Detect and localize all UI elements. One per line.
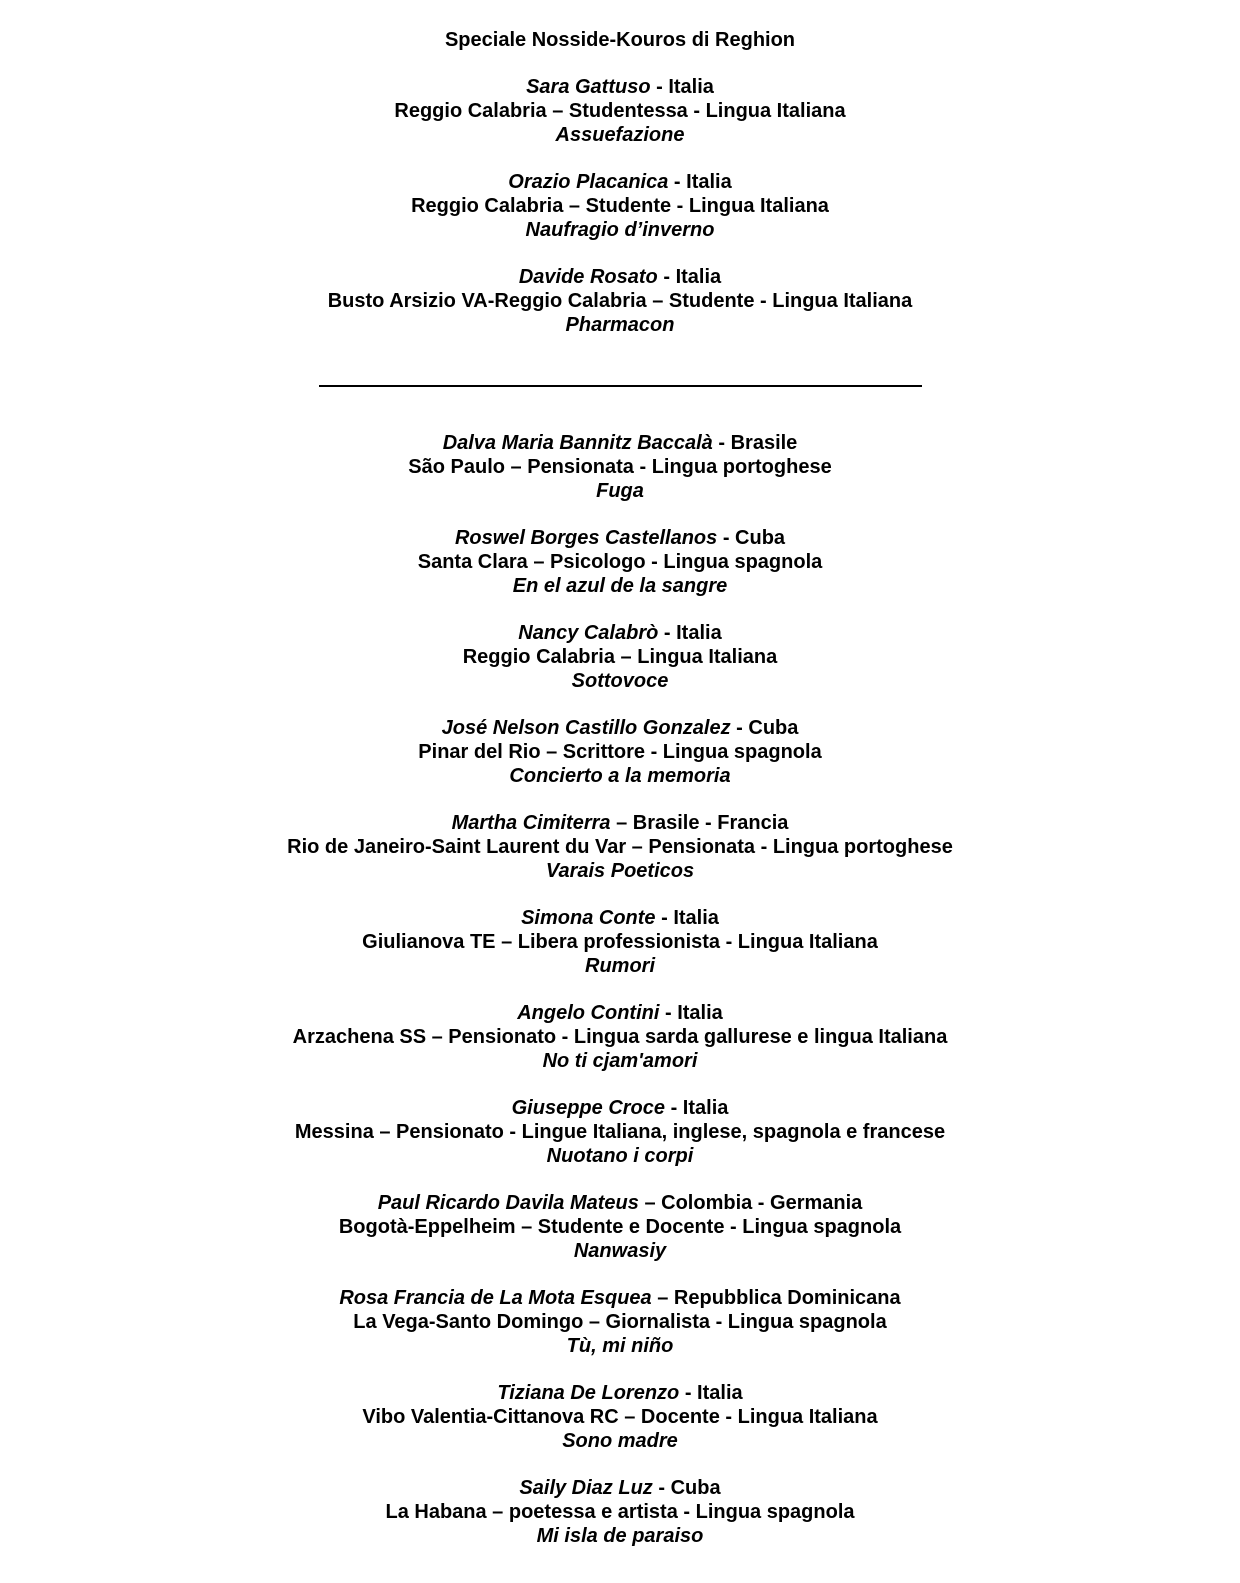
- entry: [0, 811, 1240, 883]
- author-name: Paul Ricardo Davila Mateus: [377, 1192, 639, 1214]
- author-name: Angelo Contini: [517, 1002, 660, 1024]
- special-entry: [0, 170, 1240, 242]
- author-country: Italia: [673, 907, 719, 929]
- author-details: Santa Clara – Psicologo - Lingua spagnola: [417, 551, 823, 573]
- entry: [0, 526, 1240, 598]
- entry: [0, 431, 1240, 503]
- author-country: Italia: [676, 622, 722, 644]
- special-entry: [0, 265, 1240, 337]
- entry-heading: [0, 265, 1240, 289]
- author-country: Italia: [668, 76, 714, 98]
- author-details: Bogotà-Eppelheim – Studente e Docente - Lingua spagnola: [338, 1216, 902, 1238]
- author-country: Italia: [686, 171, 732, 193]
- author-details: Reggio Calabria – Studentessa - Lingua Italiana: [394, 100, 846, 122]
- special-entry: [0, 75, 1240, 147]
- work-title: Mi isla de paraiso: [536, 1525, 704, 1547]
- entry-heading: [0, 1381, 1240, 1405]
- separator-dash: -: [659, 1002, 678, 1024]
- page-title: Speciale Nosside-Kouros di Reghion: [444, 29, 796, 51]
- work-title: Sottovoce: [571, 670, 669, 692]
- author-name: Roswel Borges Castellanos: [454, 527, 718, 549]
- entry: [0, 716, 1240, 788]
- work-title: Rumori: [585, 955, 655, 977]
- work-title: Tù, mi niño: [566, 1335, 674, 1357]
- author-details: Giulianova TE – Libera professionista - Lingua Italiana: [362, 931, 878, 953]
- separator-dash: –: [638, 1192, 662, 1214]
- work-title: En el azul de la sangre: [512, 575, 728, 597]
- author-country: Cuba: [735, 527, 786, 549]
- author-country: Repubblica Dominicana: [673, 1287, 901, 1309]
- author-country: Brasile: [730, 432, 798, 454]
- separator-dash: -: [679, 1382, 698, 1404]
- author-name: José Nelson Castillo Gonzalez: [441, 717, 731, 739]
- author-name: Dalva Maria Bannitz Baccalà: [442, 432, 713, 454]
- entry-heading: [0, 1191, 1240, 1215]
- work-title: Naufragio d’inverno: [525, 219, 715, 241]
- separator-dash: -: [658, 622, 677, 644]
- author-name: Davide Rosato: [518, 266, 658, 288]
- separator-dash: -: [730, 717, 749, 739]
- separator-dash: -: [717, 527, 736, 549]
- author-name: Rosa Francia de La Mota Esquea: [339, 1287, 652, 1309]
- entry-heading: [0, 716, 1240, 740]
- entry-heading: [0, 526, 1240, 550]
- entry-heading: [0, 75, 1240, 99]
- entry: [0, 1381, 1240, 1453]
- author-details: São Paulo – Pensionata - Lingua portoghese: [408, 456, 832, 478]
- author-name: Nancy Calabrò: [518, 622, 659, 644]
- separator-dash: -: [657, 266, 676, 288]
- author-name: Giuseppe Croce: [511, 1097, 666, 1119]
- author-country: Italia: [675, 266, 722, 288]
- entry: [0, 1476, 1240, 1548]
- entry-heading: [0, 170, 1240, 194]
- author-details: Reggio Calabria – Lingua Italiana: [462, 646, 778, 668]
- author-country: Colombia - Germania: [661, 1192, 863, 1214]
- work-title: Concierto a la memoria: [509, 765, 731, 787]
- author-details: Reggio Calabria – Studente - Lingua Italiana: [411, 195, 829, 217]
- work-title: Fuga: [596, 480, 644, 502]
- entry-heading: [0, 1096, 1240, 1120]
- author-name: Sara Gattuso: [526, 76, 651, 98]
- entry: [0, 1191, 1240, 1263]
- author-country: Brasile - Francia: [632, 812, 789, 834]
- separator-dash: -: [652, 1477, 671, 1499]
- separator-dash: –: [610, 812, 633, 834]
- entry-heading: [0, 1001, 1240, 1025]
- entry: [0, 621, 1240, 693]
- author-country: Cuba: [670, 1477, 721, 1499]
- author-details: Arzachena SS – Pensionato - Lingua sarda gallurese e lingua Italiana: [292, 1026, 948, 1048]
- entry-heading: [0, 1476, 1240, 1500]
- author-country: Italia: [697, 1382, 743, 1404]
- entry-heading: [0, 431, 1240, 455]
- work-title: Sono madre: [562, 1430, 678, 1452]
- separator-dash: -: [655, 907, 674, 929]
- separator-dash: -: [650, 76, 669, 98]
- author-name: Tiziana De Lorenzo: [497, 1382, 680, 1404]
- author-details: Rio de Janeiro-Saint Laurent du Var – Pensionata - Lingua portoghese: [287, 836, 953, 858]
- author-details: Pinar del Rio – Scrittore - Lingua spagnola: [418, 741, 822, 763]
- entry: [0, 1286, 1240, 1358]
- separator-dash: -: [712, 432, 731, 454]
- separator-dash: –: [651, 1287, 674, 1309]
- author-details: Vibo Valentia-Cittanova RC – Docente - Lingua Italiana: [362, 1406, 878, 1428]
- author-country: Italia: [677, 1002, 723, 1024]
- entry-heading: [0, 621, 1240, 645]
- section-divider: [319, 385, 922, 387]
- author-details: La Habana – poetessa e artista - Lingua spagnola: [385, 1501, 855, 1523]
- author-country: Cuba: [748, 717, 799, 739]
- work-title: Varais Poeticos: [545, 860, 695, 882]
- entry: [0, 1096, 1240, 1168]
- entry: [0, 906, 1240, 978]
- work-title: No ti cjam'amori: [542, 1050, 698, 1072]
- entry-heading: [0, 1286, 1240, 1310]
- work-title: Assuefazione: [555, 124, 685, 146]
- author-name: Saily Diaz Luz: [519, 1477, 653, 1499]
- author-details: Messina – Pensionato - Lingue Italiana, inglese, spagnola e francese: [294, 1121, 946, 1143]
- work-title: Nuotano i corpi: [546, 1145, 694, 1167]
- work-title: Nanwasiy: [573, 1240, 667, 1262]
- entry: [0, 1001, 1240, 1073]
- author-name: Simona Conte: [521, 907, 656, 929]
- separator-dash: -: [668, 171, 687, 193]
- author-details: Busto Arsizio VA-Reggio Calabria – Studente - Lingua Italiana: [327, 290, 913, 312]
- work-title: Pharmacon: [565, 314, 675, 336]
- author-name: Orazio Placanica: [508, 171, 669, 193]
- entry-heading: [0, 906, 1240, 930]
- separator-dash: -: [665, 1097, 683, 1119]
- author-country: Italia: [682, 1097, 729, 1119]
- entry-heading: [0, 811, 1240, 835]
- author-details: La Vega-Santo Domingo – Giornalista - Lingua spagnola: [353, 1311, 887, 1333]
- author-name: Martha Cimiterra: [451, 812, 611, 834]
